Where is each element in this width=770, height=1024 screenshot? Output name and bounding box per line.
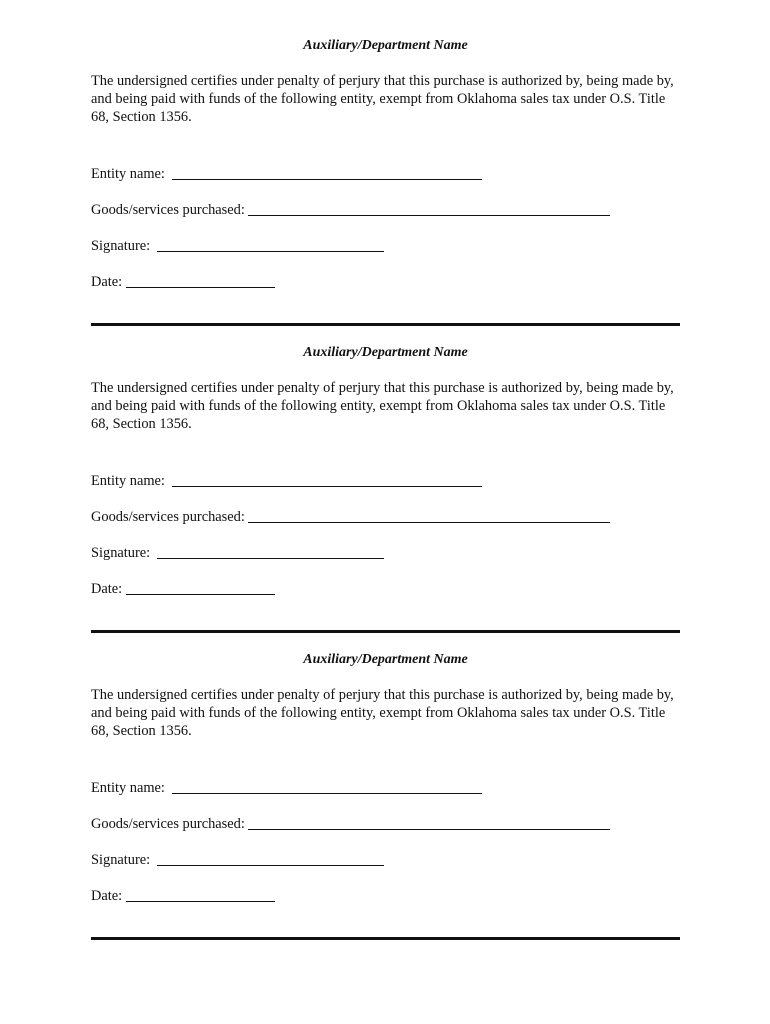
exemption-form-2 <box>91 344 680 651</box>
entity-name-field <box>91 163 482 183</box>
entity-name-label: Entity name: <box>91 473 165 489</box>
goods-services-blank[interactable] <box>248 201 610 216</box>
goods-services-label: Goods/services purchased: <box>91 509 245 525</box>
form-title: Auxiliary/Department Name <box>303 345 468 360</box>
signature-field <box>91 849 384 869</box>
date-blank[interactable] <box>126 887 275 902</box>
signature-blank[interactable] <box>157 544 384 559</box>
date-field <box>91 578 275 598</box>
section-divider <box>91 630 680 633</box>
entity-name-blank[interactable] <box>172 165 482 180</box>
date-field <box>91 885 275 905</box>
date-field <box>91 271 275 291</box>
entity-name-blank[interactable] <box>172 472 482 487</box>
exemption-form-1 <box>91 37 680 344</box>
date-label: Date: <box>91 581 123 597</box>
certification-text: The undersigned certifies under penalty of perjury that this purchase is authorized by, being made by, and being paid with funds of the following entity, exempt from Oklahoma sales tax under O.S. Title 68, Section 1356. <box>91 687 674 739</box>
certification-text: The undersigned certifies under penalty of perjury that this purchase is authorized by, being made by, and being paid with funds of the following entity, exempt from Oklahoma sales tax under O.S. Title 68, Section 1356. <box>91 380 674 432</box>
signature-label: Signature: <box>91 852 151 868</box>
section-divider <box>91 937 680 940</box>
goods-services-label: Goods/services purchased: <box>91 202 245 218</box>
goods-services-field <box>91 199 610 219</box>
form-title: Auxiliary/Department Name <box>303 38 468 53</box>
certification-text: The undersigned certifies under penalty of perjury that this purchase is authorized by, being made by, and being paid with funds of the following entity, exempt from Oklahoma sales tax under O.S. Title 68, Section 1356. <box>91 73 674 125</box>
signature-blank[interactable] <box>157 851 384 866</box>
signature-label: Signature: <box>91 238 151 254</box>
entity-name-label: Entity name: <box>91 166 165 182</box>
entity-name-label: Entity name: <box>91 780 165 796</box>
date-blank[interactable] <box>126 273 275 288</box>
goods-services-blank[interactable] <box>248 815 610 830</box>
entity-name-field <box>91 777 482 797</box>
date-label: Date: <box>91 888 123 904</box>
date-blank[interactable] <box>126 580 275 595</box>
form-title: Auxiliary/Department Name <box>303 652 468 667</box>
signature-field <box>91 235 384 255</box>
goods-services-blank[interactable] <box>248 508 610 523</box>
date-label: Date: <box>91 274 123 290</box>
section-divider <box>91 323 680 326</box>
signature-field <box>91 542 384 562</box>
signature-label: Signature: <box>91 545 151 561</box>
goods-services-field <box>91 813 610 833</box>
entity-name-field <box>91 470 482 490</box>
exemption-form-3 <box>91 651 680 958</box>
entity-name-blank[interactable] <box>172 779 482 794</box>
signature-blank[interactable] <box>157 237 384 252</box>
goods-services-field <box>91 506 610 526</box>
goods-services-label: Goods/services purchased: <box>91 816 245 832</box>
